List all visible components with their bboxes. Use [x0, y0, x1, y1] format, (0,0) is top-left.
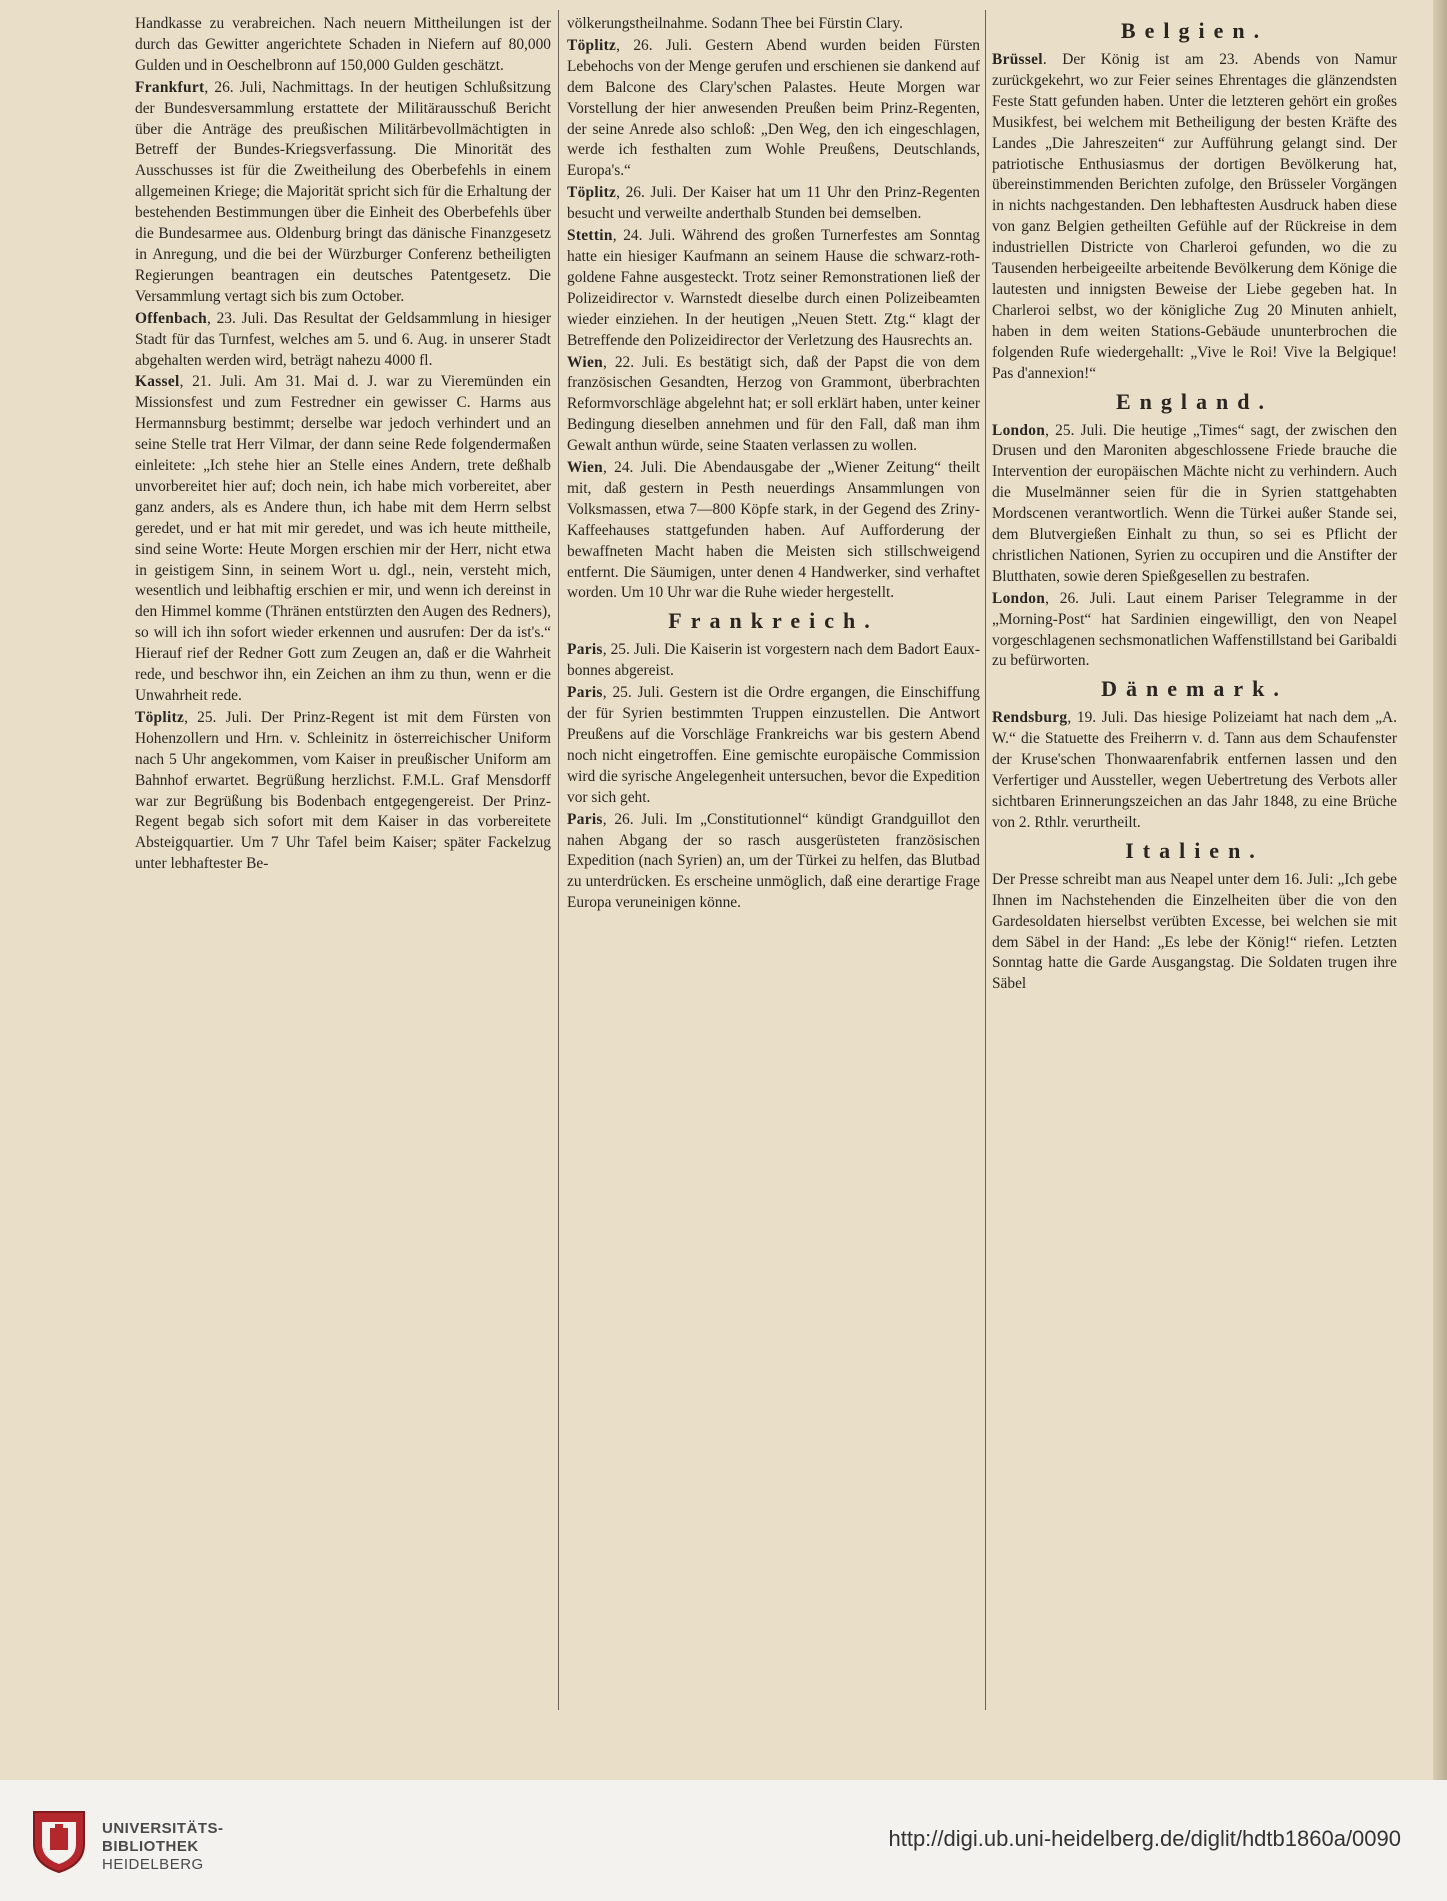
- article-text: , 25. Juli. Die heutige „Times“ sagt, der zwischen den Drusen und den Maroniten abgeschlossene Friede brauche die Intervention der europäischen Mächte nicht zu verhindern. Auch die Muselmänner seien für die in Syrien stattgehabten Mordscenen verantwortlich. Wenn die Türkei außer Stande sei, dem Blutvergießen Einhalt zu thun, so sei es Pflicht der christlichen Nationen, Syrien zu occupiren und die Anstifter der Blutthaten, sowie deren Spießgesellen zu bestrafen.: [992, 421, 1397, 585]
- article-text: , 25. Juli. Die Kaiserin ist vorgestern nach dem Badort Eaux-bonnes abgereist.: [567, 641, 980, 680]
- article-text: Der Presse schreibt man aus Neapel unter dem 16. Juli: „Ich gebe Ihnen im Nachstehenden die Einzelheiten über die von den Gardesoldaten hierselbst verübten Excesse, bei welchen sie mit dem Säbel in der Hand: „Es lebe der König!“ riefen. Letzten Sonntag hatte die Garde Ausgangstag. Die Soldaten trugen ihre Säbel: [992, 870, 1397, 993]
- article-paragraph: [567, 36, 980, 182]
- article-paragraph: [135, 372, 551, 707]
- section-heading: Dänemark.: [1101, 676, 1288, 702]
- dateline-place: Wien: [567, 459, 603, 477]
- university-seal-icon[interactable]: [30, 1808, 88, 1874]
- library-name[interactable]: [102, 1820, 224, 1874]
- dateline-place: Paris: [567, 810, 603, 828]
- library-name-line-1: UNIVERSITÄTS-: [102, 1820, 224, 1837]
- library-name-line-3: HEIDELBERG: [102, 1856, 204, 1873]
- article-paragraph: [567, 353, 980, 458]
- dateline-place: Paris: [567, 641, 603, 659]
- column-3: [992, 14, 1397, 996]
- article-text: , 19. Juli. Das hiesige Polizeiamt hat nach dem „A. W.“ die Statuette des Freiherrn v. d. Tann aus dem Schaufenster der Kruse'schen Thonwaarenfabrik entfernen lassen und den Verfertiger und Aussteller, wegen Uebertretung des Verbots aller sichtbaren Erinnerungszeichen an das Jahr 1848, zu eine Brüche von 2. Rthlr. verurtheilt.: [992, 709, 1397, 831]
- article-paragraph: [992, 421, 1397, 588]
- library-name-line-2: BIBLIOTHEK: [102, 1838, 199, 1855]
- article-text: , 26. Juli. Im „Constitutionnel“ kündigt Grandguillot den nahen Abgang der so rasch ausgerüsteten französischen Expedition (nach Syrien) an, um der Türkei zu helfen, das Blutbad zu unterdrücken. Es erscheine unmöglich, daß eine derartige Frage Europa veruneinigen könne.: [567, 810, 980, 912]
- dateline-place: Brüssel: [992, 51, 1043, 68]
- dateline-place: London: [992, 421, 1046, 439]
- dateline-place: Frankfurt: [135, 78, 205, 96]
- article-text: , 25. Juli. Gestern ist die Ordre ergangen, die Einschiffung der für Syrien bestimmten Truppen einzustellen. Die Antwort Preußens auf die Vorschläge Frankreichs war bis gestern Abend noch nicht eingetroffen. Eine gemischte europäische Commission wird die syrische Angelegenheit untersuchen, bevor die Expedition vor sich geht.: [567, 684, 980, 806]
- dateline-place: Töplitz: [567, 184, 617, 202]
- article-text: , 24. Juli. Während des großen Turnerfestes am Sonntag hatte ein hiesiger Kaufmann an seinem Hause die schwarz-roth-goldene Fahne ausgesteckt. Trotz seiner Remonstrationen ließ der Polizeidirector v. Warnstedt dieselbe durch einen Polizeibeamten wieder einziehen. In der heutigen „Neuen Stett. Ztg.“ klagt der Betreffende den Polizeidirector der Verletzung des Hausrechts an.: [567, 227, 980, 349]
- article-text: , 26. Juli, Nachmittags. In der heutigen Schlußsitzung der Bundesversammlung erstattete der Militärausschuß Bericht über die Anträge des preußischen Militärbevollmächtigten in Betreff der Bundes-Kriegsverfassung. Die Minorität des Ausschusses ist für die Zweitheilung des Oberbefehls in einem allgemeinen Kriege; die Majorität spricht sich für die Erhaltung der bestehenden Bestimmungen über die Einheit des Oberbefehls über die Bundesarmee aus. Oldenburg bringt das dänische Finanzgesetz in Anregung, und die bei der Würzburger Conferenz betheiligten Regierungen beantragen ein deutsches Patentgesetz. Die Versammlung vertagt sich bis zum October.: [135, 78, 551, 305]
- column-2: [567, 14, 980, 915]
- article-paragraph: [135, 708, 551, 875]
- dateline-place: Offenbach: [135, 309, 207, 327]
- source-url-link[interactable]: http://digi.ub.uni-heidelberg.de/diglit/hdtb1860a/0090: [888, 1826, 1401, 1851]
- article-text: Handkasse zu verabreichen. Nach neuern Mittheilungen ist der durch das Gewitter angerichtete Schaden in Niefern auf 80,000 Gulden und in Oeschelbronn auf 150,000 Gulden geschätzt.: [135, 15, 551, 74]
- dateline-place: Töplitz: [135, 708, 185, 726]
- dateline-place: Stettin: [567, 227, 613, 245]
- article-paragraph: [567, 183, 980, 225]
- page-edge: [1433, 0, 1447, 1780]
- footer-bar: [0, 1780, 1447, 1901]
- section-heading: Italien.: [1125, 837, 1264, 863]
- column-divider-1: [558, 10, 559, 1710]
- section-heading: Frankreich.: [668, 608, 879, 634]
- article-text: . Der König ist am 23. Abends von Namur zurückgekehrt, wo zur Feier seines Ehrentages die glänzendsten Feste Statt gefunden haben. Unter die letzteren gehört ein großes Musikfest, bei welchem mit Betheiligung der besten Kräfte des Landes „Die Jahreszeiten“ zur Aufführung gelangt sind. Der patriotische Enthusiasmus der dortigen Bevölkerung hat, übereinstimmenden Berichten zufolge, den Brüsseler Vorgängen in nichts nachgestanden. Den lebhaftesten Ausdruck haben diese von ganz Belgien getheilten Gefühle auf der Rückreise in dem industriellen Districte von Charleroi gefunden, wo die zu Tausenden herbeigeeilte arbeitende Bevölkerung dem Könige die lautesten und innigsten Beweise der Liebe gegeben hat. In Charleroi selbst, wo der königliche Zug 20 Minuten anhielt, haben in dem weiten Stations-Gebäude ununterbrochen die folgenden Rufe wiedergehallt: „Vive le Roi! Vive la Belgique! Pas d'annexion!“: [992, 51, 1397, 382]
- section-heading: Belgien.: [1120, 18, 1269, 43]
- article-text: , 23. Juli. Das Resultat der Geldsammlung in hiesiger Stadt für das Turnfest, welches am 5. und 6. Aug. in unserer Stadt abgehalten werden wird, beträgt nahezu 4000 fl.: [135, 309, 551, 369]
- dateline-place: Kassel: [135, 373, 180, 391]
- dateline-place: Rendsburg: [992, 709, 1068, 727]
- article-paragraph: [567, 640, 980, 682]
- article-paragraph: [567, 458, 980, 604]
- article-paragraph: [135, 309, 551, 372]
- article-text: , 26. Juli. Laut einem Pariser Telegramme in der „Morning-Post“ hat Sardinien eingewilligt, den von Neapel vorgeschlagenen sechsmonatlichen Waffenstillstand bei Garibaldi zu befürworten.: [992, 589, 1397, 670]
- text-paragraph: [992, 870, 1397, 995]
- article-text: , 26. Juli. Gestern Abend wurden beiden Fürsten Lebehochs von der Menge gerufen und erschienen sie dankend auf dem Balcone des Clary'schen Palastes. Heute Morgen war Vorstellung der hier anwesenden Preußen beim Prinz-Regenten, der seine Anrede also schloß: „Den Weg, den ich eingeschlagen, werde ich festhalten zum Wohle Preußens, Deutschlands, Europa's.“: [567, 36, 980, 180]
- article-text: völkerungstheilnahme. Sodann Thee bei Fürstin Clary.: [567, 15, 903, 32]
- article-paragraph: [567, 683, 980, 808]
- article-text: , 24. Juli. Die Abendausgabe der „Wiener Zeitung“ theilt mit, daß gestern in Pesth neuerdings Ansammlungen von Volksmassen, etwa 7—800 Köpfe stark, in der Gegend des Zriny-Kaffeehauses stattgefunden haben. Auf Aufforderung der bewaffneten Macht haben die Meisten sich stillschweigend entfernt. Die Säumigen, unter denen 4 Handwerker, sind verhaftet worden. Um 10 Uhr war die Ruhe wieder hergestellt.: [567, 459, 980, 602]
- column-divider-2: [985, 10, 986, 1710]
- section-heading: England.: [1116, 388, 1273, 414]
- article-paragraph: [567, 226, 980, 351]
- article-text: , 26. Juli. Der Kaiser hat um 11 Uhr den Prinz-Regenten besucht und verweilte anderthalb Stunden bei demselben.: [567, 184, 980, 223]
- dateline-place: Paris: [567, 684, 603, 702]
- article-paragraph: [992, 708, 1397, 833]
- column-1: [135, 14, 551, 876]
- article-paragraph: [135, 78, 551, 308]
- text-paragraph: [135, 14, 551, 77]
- article-paragraph: [992, 50, 1397, 385]
- article-paragraph: [992, 589, 1397, 673]
- dateline-place: Wien: [567, 353, 603, 371]
- article-text: , 22. Juli. Es bestätigt sich, daß der Papst die von dem französischen Gesandten, Herzog von Grammont, überbrachten Reformvorschläge abgelehnt hat; er soll erklärt haben, unter keiner Bedingung dieselben annehmen und für den Fall, daß man ihm Gewalt anthun würde, seine Staaten verlassen zu wollen.: [567, 353, 980, 455]
- article-text: , 21. Juli. Am 31. Mai d. J. war zu Vieremünden ein Missionsfest und zum Festredner ein gewisser C. Harms aus Hermannsburg bestimmt; derselbe war jedoch verhindert und an seine Stelle trat Herr Vilmar, der dann seine Rede folgendermaßen einleitete: „Ich stehe hier an Stelle eines Andern, trete deßhalb unvorbereitet hier auf; doch nein, ich habe mich vorbereitet, aber ganz anders, als es Andere thun, ich habe mit dem Herrn selbst geredet, und er hat mit mir geredet, und was ich heute mittheile, sind seine Worte: Heute Morgen erschien mir der Herr, nicht etwa in geistigem Sinn, in seinem Wort u. dgl., nein, versteht mich, wesentlich und leibhaftig erschien er mir, und wenn ich dereinst in den Himmel komme (Thränen entstürzten den Augen des Redners), so will ich ihn sofort wieder erkennen und ausrufen: Der da ist's.“ Hierauf rief der Redner Gott zum Zeugen an, daß er die Wahrheit rede, und beschwor ihn, ein Zeichen an ihm zu thun, wenn er die Unwahrheit rede.: [135, 373, 551, 704]
- dateline-place: London: [992, 589, 1046, 607]
- article-paragraph: [567, 810, 980, 915]
- text-paragraph: [567, 14, 980, 35]
- dateline-place: Töplitz: [567, 36, 617, 54]
- article-text: , 25. Juli. Der Prinz-Regent ist mit dem Fürsten von Hohenzollern und Hrn. v. Schleinitz in österreichischer Uniform nach 5 Uhr angekommen, vom Kaiser in preußischer Uniform am Bahnhof erwartet. Begrüßung herzlichst. F.M.L. Graf Mensdorff war zur Begrüßung bis Bodenbach entgegengereist. Der Prinz-Regent begab sich sofort mit dem Kaiser in das vorbereitete Absteigquartier. Um 7 Uhr Tafel beim Kaiser; später Fackelzug unter lebhaftester Be-: [135, 708, 551, 873]
